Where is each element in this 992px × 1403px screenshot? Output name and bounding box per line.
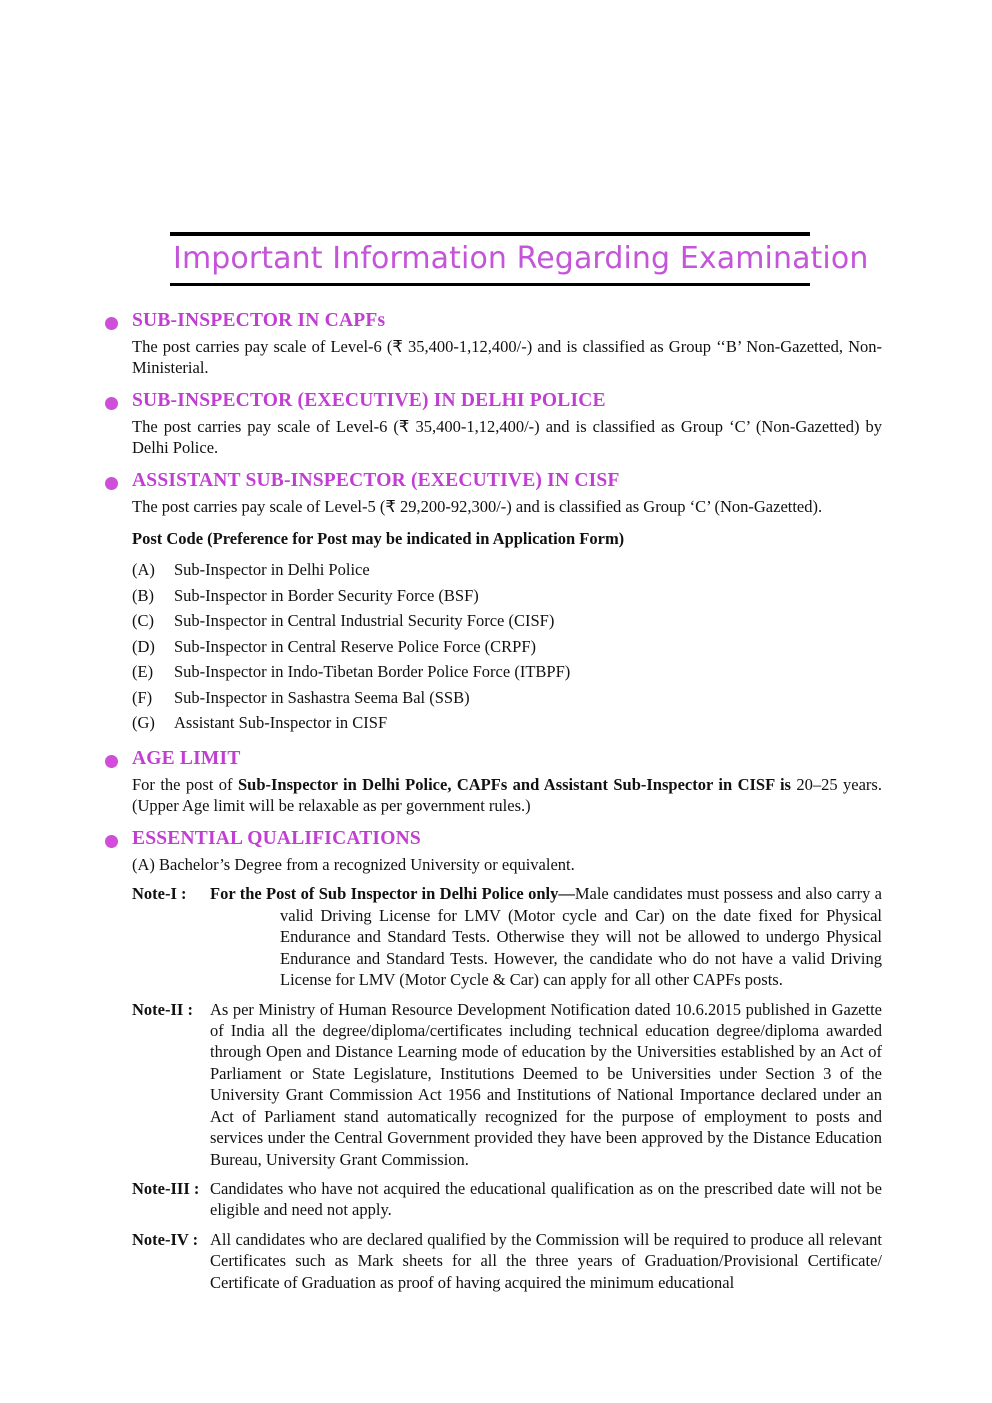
- list-item: [132, 634, 882, 660]
- note-item: [132, 999, 882, 1171]
- note-label: Note-I :: [132, 884, 187, 904]
- note-body: All candidates who are declared qualified by the Commission will be required to produce all relevant Certificates such as Mark sheets for all the three years of Graduation/Provisional Certificate/ Certificate of Graduation as proof of having acquired the minimum educational: [210, 1229, 882, 1292]
- section-heading-row: [105, 310, 882, 332]
- post-code: (E): [132, 662, 154, 682]
- bullet-icon: [105, 477, 118, 490]
- qualification-paragraph: (A) Bachelor’s Degree from a recognized University or equivalent.: [132, 855, 575, 875]
- age-line-prefix: For the post of: [132, 774, 238, 794]
- note-item: [132, 1229, 882, 1293]
- list-item: [132, 685, 882, 711]
- section-heading: AGE LIMIT: [132, 747, 241, 769]
- post-code: (C): [132, 611, 154, 631]
- bullet-icon: [105, 317, 118, 330]
- note-label: Note-III :: [132, 1179, 200, 1198]
- post-label: Sub-Inspector in Delhi Police: [174, 560, 370, 580]
- section-heading-row: [105, 390, 882, 412]
- note-bold-lead: For the Post of Sub Inspector in Delhi Police only—: [210, 884, 575, 904]
- note-text: Male candidates must possess and also carry a valid Driving License for LMV (Motor cycle and Car) on the date fixed for Physical Endurance and Standard Tests. Otherwise they will not be allowed to undergo Physical Endurance and Standard Tests. However, the candidate who do not have a valid Driving License for LMV (Motor Cycle & Car) can apply for all other CAPFs posts.: [280, 884, 883, 990]
- section-paragraph: The post carries pay scale of Level-6 (₹ 35,400-1,12,400/-) and is classified as Group ‘C’ (Non-Gazetted) by Delhi Police.: [132, 416, 882, 457]
- note-body: As per Ministry of Human Resource Development Notification dated 10.6.2015 published in Gazette of India all the degree/diploma/certificates including technical education degree/diploma awarded through Open and Distance Learning mode of education by the Universities established by an Act of Parliament or State Legislature, Institutions Deemed to be Universities under Section 3 of the University Grant Commission Act 1956 and Institutions of National Importance declared under an Act of Parliament stand automatically recognized for the purpose of employment to posts and services under the Central Government provided they have been approved by the Distance Education Bureau, University Grant Commission.: [210, 999, 882, 1169]
- post-label: Sub-Inspector in Sashastra Seema Bal (SSB): [174, 687, 470, 707]
- post-code: (B): [132, 585, 154, 605]
- post-code-subheading: Post Code (Preference for Post may be indicated in Application Form): [132, 529, 625, 549]
- age-limit-text: [132, 774, 882, 816]
- post-label: Sub-Inspector in Border Security Force (BSF): [174, 585, 479, 605]
- section-essential-qualifications: [105, 828, 882, 1293]
- note-body: Candidates who have not acquired the educational qualification as on the prescribed date will not be eligible and need not apply.: [210, 1179, 882, 1220]
- post-label: Sub-Inspector in Indo-Tibetan Border Police Force (ITBPF): [174, 662, 571, 682]
- list-item: [132, 557, 882, 583]
- post-label: Sub-Inspector in Central Industrial Security Force (CISF): [174, 611, 555, 631]
- section-heading: ESSENTIAL QUALIFICATIONS: [132, 828, 421, 850]
- post-code: (G): [132, 713, 155, 733]
- list-item: [132, 583, 882, 609]
- post-code: (A): [132, 560, 155, 580]
- note-body: [210, 883, 882, 990]
- section-heading: ASSISTANT SUB-INSPECTOR (EXECUTIVE) IN CISF: [132, 469, 620, 491]
- post-label: Assistant Sub-Inspector in CISF: [174, 713, 388, 733]
- title-block: [170, 232, 869, 286]
- bullet-icon: [105, 755, 118, 768]
- note-label: Note-IV :: [132, 1229, 199, 1249]
- note-label: Note-II :: [132, 999, 193, 1019]
- section-heading-row: [105, 748, 882, 770]
- section-sub-inspector-delhi-police: [105, 390, 882, 458]
- list-item: [132, 608, 882, 634]
- title-rule-bottom: [170, 283, 810, 286]
- note-item: [132, 1178, 882, 1221]
- bullet-icon: [105, 835, 118, 848]
- section-paragraph: The post carries pay scale of Level-6 (₹ 35,400-1,12,400/-) and is classified as Group ‘‘B’ Non-Gazetted, Non-Ministerial.: [132, 336, 882, 377]
- age-line-bold: Sub-Inspector in Delhi Police, CAPFs and Assistant Sub-Inspector in CISF is: [237, 774, 791, 794]
- section-heading-row: [105, 828, 882, 850]
- section-heading: SUB-INSPECTOR IN CAPFs: [132, 309, 386, 331]
- post-code-list: [132, 557, 882, 736]
- section-heading-row: [105, 470, 882, 492]
- section-assistant-sub-inspector-cisf: [105, 470, 882, 736]
- section-age-limit: [105, 748, 882, 816]
- note-item: [132, 883, 882, 990]
- section-sub-inspector-capfs: [105, 310, 882, 378]
- post-code: (D): [132, 636, 155, 656]
- section-heading: SUB-INSPECTOR (EXECUTIVE) IN DELHI POLICE: [132, 389, 606, 411]
- page-title: Important Information Regarding Examination: [173, 241, 869, 276]
- section-paragraph: The post carries pay scale of Level-5 (₹ 29,200-92,300/-) and is classified as Group ‘C’ (Non-Gazetted).: [132, 496, 823, 516]
- post-code: (F): [132, 687, 153, 707]
- list-item: [132, 710, 882, 736]
- bullet-icon: [105, 397, 118, 410]
- age-line-suffix: 20–25 years. (Upper Age limit will be relaxable as per government rules.): [132, 774, 882, 816]
- post-label: Sub-Inspector in Central Reserve Police Force (CRPF): [174, 636, 537, 656]
- list-item: [132, 659, 882, 685]
